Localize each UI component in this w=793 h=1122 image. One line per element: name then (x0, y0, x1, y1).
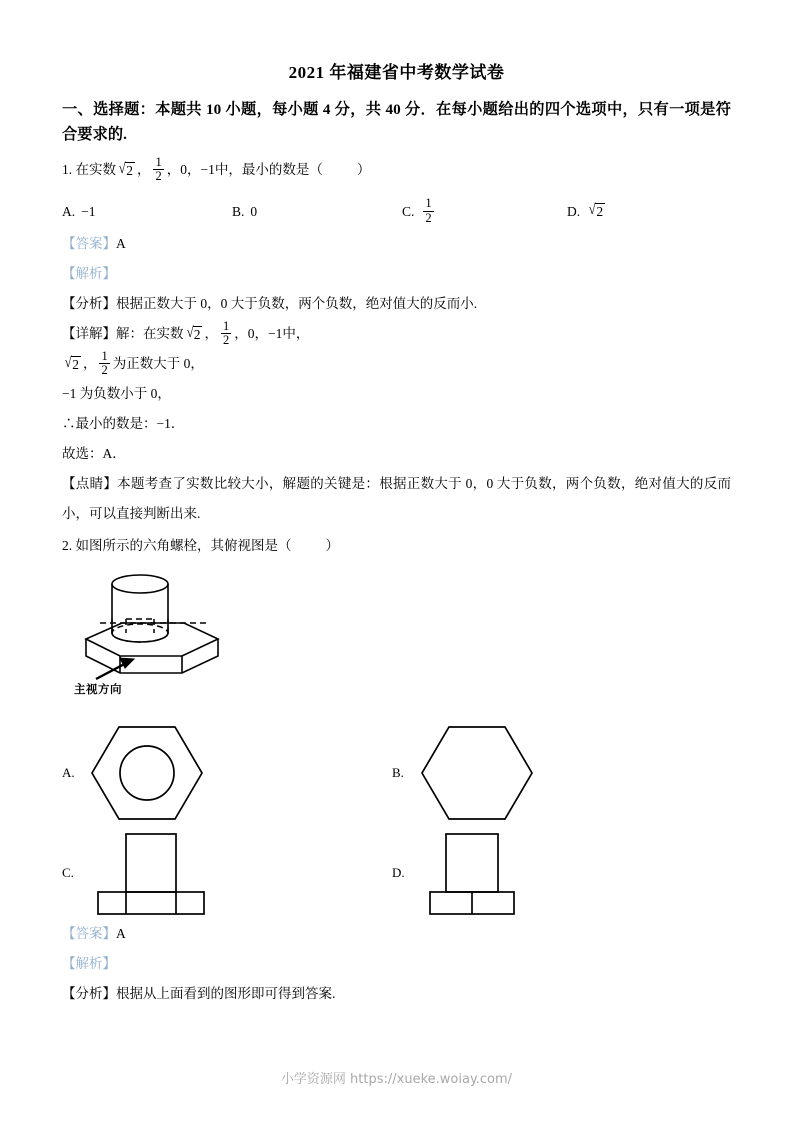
xiangjie-line2-tail: 为正数大于 0， (112, 356, 204, 371)
question-2-option-b-label: B. (392, 765, 404, 780)
fenxi-tag: 【分析】 (62, 296, 116, 311)
question-1-answer-line (62, 229, 731, 259)
radicand: 2 (596, 203, 604, 219)
question-1-stem-neg1: −1 (200, 162, 215, 177)
fraction-numerator: 1 (222, 319, 230, 334)
question-2-stem-close: ） (325, 538, 339, 553)
question-1-stem-mid1: ， (136, 162, 151, 177)
fenxi-tag: 【分析】 (62, 986, 116, 1001)
mid-zero: ，0， (234, 326, 268, 341)
question-2-option-d[interactable] (392, 829, 722, 917)
question-1-options (62, 195, 731, 229)
t-shape-d-svg (418, 829, 548, 917)
answer-tag: 【答案】 (62, 236, 116, 251)
question-1-stem-after: 中，最小的数是（ (214, 162, 323, 177)
view-direction-arrow-group (96, 658, 134, 679)
question-1-fenxi-text: 根据正数大于 0，0 大于负数，两个负数，绝对值大的反而小. (116, 296, 478, 311)
option-c-numerator: 1 (425, 196, 432, 211)
t-shape-two-part-base-icon (418, 829, 548, 917)
fraction-one-half (153, 156, 163, 183)
option-d-label: D. (567, 203, 581, 219)
option-c-denominator: 2 (425, 210, 432, 225)
prism-top-face (86, 623, 218, 656)
hexagon-with-circle-svg (88, 721, 206, 825)
question-2-answer-line (62, 919, 731, 949)
question-2-option-b[interactable] (392, 721, 722, 825)
fraction-one-half (99, 350, 109, 377)
fraction-one-half (221, 320, 231, 347)
analysis-tag: 【解析】 (62, 956, 116, 971)
question-1-stem (62, 155, 731, 185)
t-shape-three-part-base-icon (88, 829, 218, 917)
cylinder-bottom-arc (112, 633, 168, 642)
question-1-stem-close: ） (356, 162, 371, 177)
fraction-denominator: 2 (101, 363, 108, 378)
page-title: 2021 年福建省中考数学试卷 (288, 63, 505, 82)
option-a-value: −1 (81, 204, 96, 219)
hidden-lines-group (100, 619, 206, 642)
hexagon-with-circle-icon (88, 721, 206, 825)
hidden-cylinder-base-ellipse (112, 624, 168, 642)
option-d-sqrt (588, 203, 605, 219)
separator-comma: ， (204, 326, 218, 341)
answer-tag: 【答案】 (62, 926, 116, 941)
radical-sign: √ (64, 354, 72, 371)
fraction-numerator: 1 (155, 155, 162, 170)
sqrt-2-inline (64, 356, 81, 372)
question-1-dianjing (62, 469, 731, 529)
question-2-stem (62, 531, 731, 561)
fraction-denominator: 2 (155, 169, 162, 184)
dianjing-tag: 【点睛】 (62, 476, 118, 491)
question-1-xiangjie-line-4: ∴最小的数是：−1． (62, 416, 185, 431)
upper-rectangle (446, 834, 498, 892)
question-2-options (62, 719, 731, 919)
question-1-xiangjie-line-3: −1 为负数小于 0， (62, 386, 171, 401)
question-2-option-d-label: D. (392, 865, 405, 880)
inner-circle (120, 746, 174, 800)
neg-one: −1 (267, 326, 283, 341)
question-1-xiangjie-line-1 (62, 319, 731, 349)
option-c[interactable] (402, 198, 567, 225)
option-a-label: A. (62, 204, 76, 219)
question-1-stem-mid2: ，0， (166, 162, 201, 177)
xiangjie-tag: 【详解】 (62, 326, 116, 341)
upper-rectangle (126, 834, 176, 892)
question-2-stem-text: 如图所示的六角螺栓，其俯视图是（ (75, 538, 292, 553)
question-2-fenxi (62, 979, 731, 1009)
question-2-row-ab (62, 719, 731, 827)
option-c-label: C. (402, 204, 415, 219)
base-rectangle (98, 892, 204, 914)
analysis-tag: 【解析】 (62, 266, 116, 281)
question-2-fenxi-text: 根据从上面看到的图形即可得到答案. (116, 986, 336, 1001)
question-1-answer-value: A (116, 236, 126, 251)
sqrt-2-inline (118, 162, 135, 178)
cylinder-top-ellipse (112, 575, 168, 593)
question-1-dianjing-text: 本题考查了实数比较大小，解题的关键是：根据正数大于 0，0 大于负数，两个负数，绝对值大的反而小，可以直接判断出来. (62, 476, 732, 521)
section-intro: 一、选择题：本题共 10 小题，每小题 4 分，共 40 分．在每小题给出的四个选项中，只有一项是符合要求的. (62, 101, 731, 143)
option-b-label: B. (232, 204, 245, 219)
hexagon-outline (92, 727, 202, 819)
question-2-row-cd (62, 827, 731, 919)
plain-hexagon-icon (418, 721, 536, 825)
xiangjie-lead: 解：在实数 (116, 326, 184, 341)
fraction-denominator: 2 (222, 333, 230, 348)
radicand: 2 (126, 162, 133, 178)
option-b-value: 0 (250, 204, 258, 219)
radicand: 2 (72, 356, 79, 372)
plain-hexagon-svg (418, 721, 536, 825)
question-2-option-c[interactable] (62, 829, 392, 917)
option-b[interactable] (232, 204, 402, 220)
hexagon-outline (422, 727, 532, 819)
question-2-option-a[interactable] (62, 721, 392, 825)
separator-comma: ， (82, 356, 97, 371)
radical-sign: √ (588, 201, 596, 218)
question-2-analysis-heading (62, 949, 731, 979)
question-1-analysis-heading (62, 259, 731, 289)
footer-watermark: 小学资源网 https://xueke.woiay.com/ (280, 1072, 513, 1087)
xiangjie-line1-tail: 中， (282, 326, 310, 341)
figure-caption: 主视方向 (74, 684, 122, 696)
option-c-fraction (423, 197, 433, 224)
question-1-xiangjie-line-2 (62, 349, 731, 379)
question-1-number: 1. (62, 162, 73, 177)
question-2-option-a-label: A. (62, 765, 75, 780)
question-2-option-c-label: C. (62, 865, 74, 880)
t-shape-c-svg (88, 829, 218, 917)
radical-sign: √ (118, 160, 126, 177)
question-1-fenxi (62, 289, 731, 319)
sqrt-2-inline (186, 326, 203, 342)
option-a[interactable] (62, 204, 232, 220)
hex-bolt-svg (62, 567, 292, 687)
question-1-xiangjie-line-5: 故选：A． (62, 446, 126, 461)
question-2-number: 2. (62, 538, 73, 553)
radicand: 2 (193, 326, 201, 342)
hex-bolt-3d-figure (62, 567, 292, 719)
question-2-answer-value: A (116, 926, 126, 941)
fraction-numerator: 1 (101, 349, 108, 364)
question-1-stem-before: 在实数 (75, 162, 116, 177)
radical-sign: √ (186, 324, 194, 341)
option-d[interactable] (567, 201, 687, 220)
